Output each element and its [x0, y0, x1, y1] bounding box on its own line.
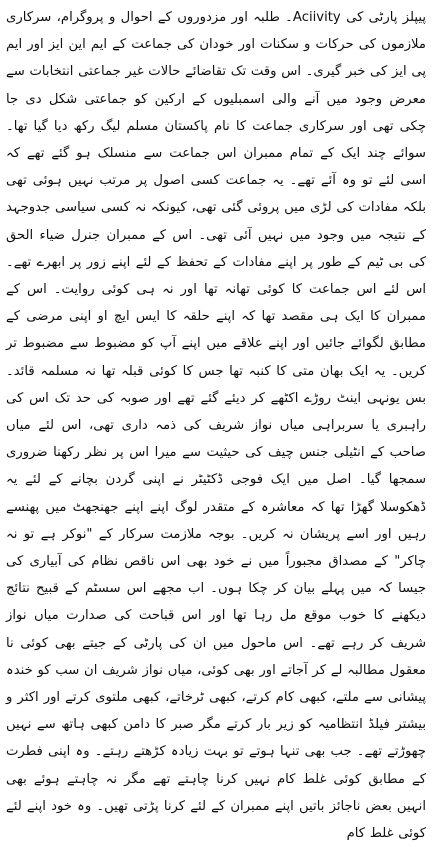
article-paragraph: پیپلز پارٹی کی Aciivity۔ طلبہ اور مزدوروں کے احوال و پروگرام، سرکاری ملازموں کی حرکات و سکنات اور خودان کی جماعت کے ایم این ایز اور ایم پی ایز کی خبر گیری۔ اس وقت تک تقاضائے حالات غیر جماعتی انتخابات سے معرض وجود میں آنے والی اسمبلیوں کے ارکین کو جماعتی شکل دی جا چکی تھی اور سرکاری جماعت کا نام پاکستان مسلم لیگ رکھ دیا گیا تھا۔ سوائے چند ایک کے تمام ممبران اس جماعت سے منسلک ہو گئے تھے کہ اسی لئے تو وہ آئے تھے۔ یہ جماعت کسی اصول پر مرتب نہیں ہوئی تھی بلکہ مفادات کی لڑی میں پروئی گئی تھی، کیونکہ نہ کسی سیاسی جدوجہد کے نتیجہ میں وجود میں نہیں آئی تھی۔ اس کے ممبران جنرل ضیاء الحق کی بی ٹیم کے طور پر اپنے مفادات کے تحفظ کے لئے اپنے زور پر ابھرے تھے۔ اس لئے اس جماعت کا کوئی تھانہ تھا اور نہ ہی کوئی روایت۔ اس کے ممبران کا ایک ہی مقصد تھا کہ اپنے حلقہ کا ایس ایچ او اپنی مرضی کے مطابق لگوائے جائیں اور اپنے علاقے میں اپنے آپ کو مضبوط سے مضبوط تر کریں۔ یہ ایک بھان متی کا کنبہ تھا جس کا کوئی قبلہ تھا نہ مسلمہ قائد۔ بس یونہی اینٹ روڑے اکٹھے کر دیئے گئے تھے اور صوبہ کی حد تک اس کی راہبری یا سربراہی میاں نواز شریف کی ذمہ داری تھی، اس لئے میاں صاحب کے انٹیلی جنس چیف کی حیثیت سے میرا اس پر نظر رکھنا ضروری سمجھا گیا۔ اصل میں ایک فوجی ڈکٹیٹر نے اپنی گردن بچانے کے لئے یہ ڈھکوسلا گھڑا تھا کہ معاشرہ کے متقدر لوگ اپنے اپنے جھنجھٹ میں پھنسے رہیں اور اسے پریشان نہ کریں۔ بوجہ ملازمت سرکار کے "نوکر ہے تو نہ چاکر" کے مصداق مجبوراً میں نے خود بھی اس ناقص نظام کی آبیاری کی جیسا کہ میں پہلے بیان کر چکا ہوں۔ اب مجھے اس سسٹم کے قبیح نتائج دیکھنے کا خوب موقع مل رہا تھا اور اس قباحت کی صدارت میاں نواز شریف کر رہے تھے۔ اس ماحول میں ان کی پارٹی کے جیتے بھی کوئی نا معقول مطالبہ لے کر آجاتے اور بھی کوئی، میاں نواز شریف ان سب کو خندہ پیشانی سے ملتے، کبھی کام کرتے، کبھی ٹرخاتے، کبھی ملتوی کرتے اور اکثر و بیشتر فیلڈ انتظامیہ کو زیر بار کرتے مگر صبر کا دامن کبھی ہاتھ سے نہیں چھوڑتے تھے۔ جب بھی تنہا ہوتے تو بہت زیادہ کڑھتے رہتے۔ وہ اپنی فطرت کے مطابق کوئی غلط کام نہیں کرنا چاہتے تھے مگر نہ چاہتے ہوئے بھی انہیں بعض ناجائز باتیں اپنے ممبران کے لئے کرنا پڑتی تھیں۔ وہ خود اپنے لئے کوئی غلط کام	[6, 10, 427, 842]
urdu-article-body	[6, 4, 426, 847]
